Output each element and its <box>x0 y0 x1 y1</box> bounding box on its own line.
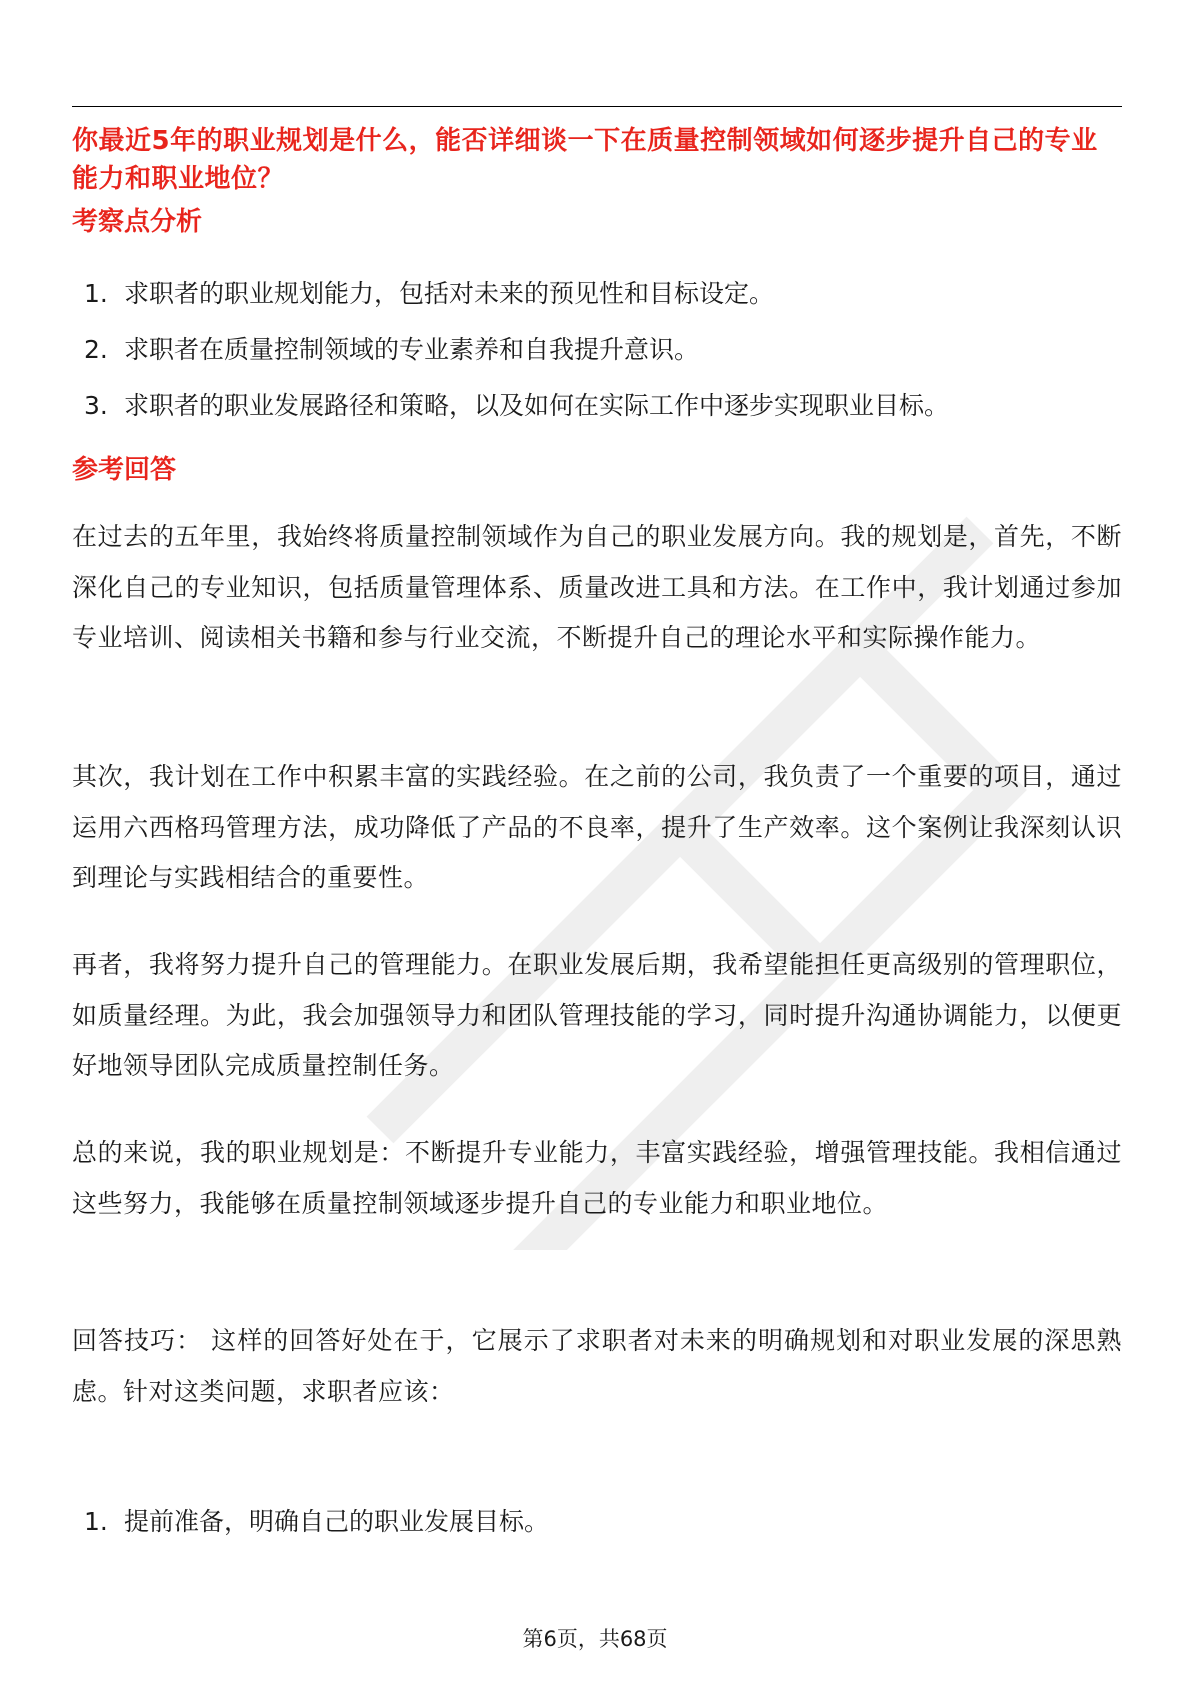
answer-paragraph: 在过去的五年里，我始终将质量控制领域作为自己的职业发展方向。我的规划是，首先，不断深化自己的专业知识，包括质量管理体系、质量改进工具和方法。在工作中，我计划通过参加专业培训、阅读相关书籍和参与行业交流，不断提升自己的理论水平和实际操作能力。 <box>72 522 1122 652</box>
list-item <box>84 332 949 388</box>
analysis-list <box>84 276 949 444</box>
list-item <box>84 388 949 444</box>
list-item-number: 2. <box>84 335 108 364</box>
tips-list <box>84 1504 549 1560</box>
top-divider <box>72 106 1122 107</box>
list-item-text: 求职者在质量控制领域的专业素养和自我提升意识。 <box>124 335 700 364</box>
list-item-text: 提前准备，明确自己的职业发展目标。 <box>124 1507 550 1536</box>
answer-heading: 参考回答 <box>72 455 177 485</box>
tips-paragraph: 回答技巧： 这样的回答好处在于，它展示了求职者对未来的明确规划和对职业发展的深思熟虑。针对这类问题，求职者应该： <box>72 1326 1122 1406</box>
analysis-heading: 考察点分析 <box>72 207 203 237</box>
list-item-text: 求职者的职业发展路径和策略，以及如何在实际工作中逐步实现职业目标。 <box>124 391 950 420</box>
list-item-number: 1. <box>84 1507 108 1536</box>
list-item-number: 3. <box>84 391 108 420</box>
question-title: 你最近5年的职业规划是什么，能否详细谈一下在质量控制领域如何逐步提升自己的专业能力和职业地位？ <box>72 126 1098 194</box>
list-item-number: 1. <box>84 279 108 308</box>
answer-paragraph: 总的来说，我的职业规划是：不断提升专业能力，丰富实践经验，增强管理技能。我相信通过这些努力，我能够在质量控制领域逐步提升自己的专业能力和职业地位。 <box>72 1138 1122 1218</box>
answer-paragraph: 再者，我将努力提升自己的管理能力。在职业发展后期，我希望能担任更高级别的管理职位，如质量经理。为此，我会加强领导力和团队管理技能的学习，同时提升沟通协调能力，以便更好地领导团队完成质量控制任务。 <box>72 950 1122 1080</box>
list-item <box>84 276 949 332</box>
answer-paragraph: 其次，我计划在工作中积累丰富的实践经验。在之前的公司，我负责了一个重要的项目，通过运用六西格玛管理方法，成功降低了产品的不良率，提升了生产效率。这个案例让我深刻认识到理论与实践相结合的重要性。 <box>72 762 1122 892</box>
list-item <box>84 1504 549 1560</box>
page-number-footer: 第6页，共68页 <box>522 1627 668 1651</box>
list-item-text: 求职者的职业规划能力，包括对未来的预见性和目标设定。 <box>124 279 775 308</box>
